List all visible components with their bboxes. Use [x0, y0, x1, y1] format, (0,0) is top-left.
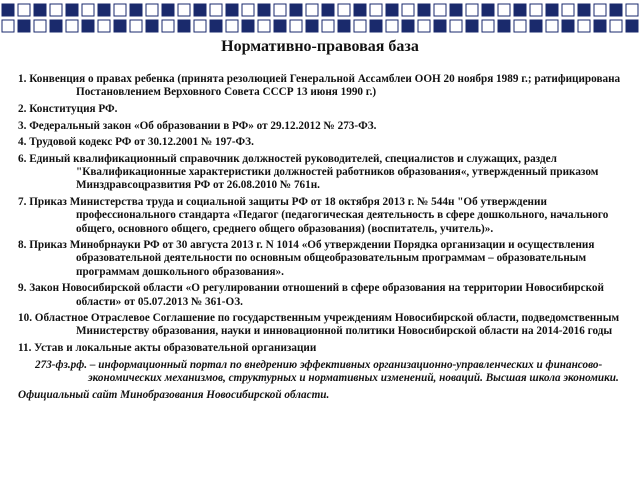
decorative-square: [274, 20, 286, 32]
decorative-square: [370, 4, 382, 16]
decorative-square: [98, 4, 110, 16]
decorative-square: [18, 4, 30, 16]
decorative-square: [434, 4, 446, 16]
decorative-square: [162, 4, 174, 16]
decorative-square: [450, 4, 462, 16]
decorative-square: [114, 20, 126, 32]
decorative-square: [242, 4, 254, 16]
decorative-square: [66, 20, 78, 32]
decorative-square: [290, 20, 302, 32]
decorative-square: [130, 4, 142, 16]
decorative-square: [18, 20, 30, 32]
decorative-squares-header: [0, 0, 640, 40]
decorative-square: [498, 4, 510, 16]
decorative-square: [498, 20, 510, 32]
list-item-11: 11. Устав и локальные акты образовательной организации: [18, 342, 317, 355]
decorative-square: [82, 20, 94, 32]
decorative-square: [402, 20, 414, 32]
decorative-square: [34, 4, 46, 16]
list-item-6: 6. Единый квалификационный справочник должностей руководителей, специалистов и служащих, раздел "Квалификационные характеристики должностей работников образования«, утвержденный приказом Минздравсоцразвития РФ от 26.08.2010 № 761н.: [18, 153, 599, 192]
decorative-square: [274, 4, 286, 16]
list-item-7: 7. Приказ Министерства труда и социальной защиты РФ от 18 октября 2013 г. № 544н "Об утверждении профессионального стандарта «Педагог (педагогическая деятельность в сфере дошкольного, начального общего, основного общего, среднего общего образования) (воспитатель, учитель)».: [18, 196, 609, 235]
decorative-square: [578, 4, 590, 16]
decorative-square: [466, 20, 478, 32]
decorative-square: [594, 4, 606, 16]
decorative-square: [626, 4, 638, 16]
decorative-square: [370, 20, 382, 32]
decorative-square: [578, 20, 590, 32]
decorative-square: [34, 20, 46, 32]
decorative-square: [482, 4, 494, 16]
decorative-square: [530, 20, 542, 32]
decorative-square: [338, 4, 350, 16]
decorative-square: [514, 20, 526, 32]
decorative-square: [354, 4, 366, 16]
list-item-10: 10. Областное Отраслевое Соглашение по государственным учреждениям Новосибирской области, подведомственным Министерству образования, науки и инновационной политики Новосибирской области на 2014-2016 годы: [18, 312, 620, 338]
decorative-square: [386, 20, 398, 32]
decorative-square: [130, 20, 142, 32]
decorative-square: [98, 20, 110, 32]
decorative-square: [594, 20, 606, 32]
portal-note: 273-фз.рф. – информационный портал по внедрению эффективных организационно-управленческих и финансово-экономических механизмов, структурных и нормативных изменений, новаций. Высшая школа экономики.: [35, 358, 619, 385]
decorative-square: [610, 20, 622, 32]
decorative-square: [354, 20, 366, 32]
decorative-square: [210, 4, 222, 16]
decorative-square: [466, 4, 478, 16]
decorative-square: [226, 20, 238, 32]
decorative-square: [562, 4, 574, 16]
decorative-square: [210, 20, 222, 32]
decorative-square: [626, 20, 638, 32]
decorative-square: [2, 4, 14, 16]
decorative-square: [450, 20, 462, 32]
document-body: [18, 73, 624, 405]
decorative-square: [258, 4, 270, 16]
decorative-square: [514, 4, 526, 16]
decorative-square: [242, 20, 254, 32]
decorative-square: [114, 4, 126, 16]
decorative-square: [50, 20, 62, 32]
decorative-square: [322, 20, 334, 32]
decorative-square: [258, 20, 270, 32]
list-item-2: 2. Конституция РФ.: [18, 102, 118, 115]
decorative-square: [546, 20, 558, 32]
decorative-square: [146, 4, 158, 16]
list-item-3: 3. Федеральный закон «Об образовании в РФ» от 29.12.2012 № 273-ФЗ.: [18, 119, 377, 132]
decorative-square: [194, 4, 206, 16]
decorative-square: [530, 4, 542, 16]
decorative-square: [610, 4, 622, 16]
decorative-square: [418, 20, 430, 32]
decorative-square: [50, 4, 62, 16]
decorative-square: [66, 4, 78, 16]
decorative-square: [402, 4, 414, 16]
decorative-square: [82, 4, 94, 16]
decorative-square: [226, 4, 238, 16]
decorative-square: [482, 20, 494, 32]
decorative-square: [2, 20, 14, 32]
decorative-square: [178, 4, 190, 16]
list-item-4: 4. Трудовой кодекс РФ от 30.12.2001 № 197-ФЗ.: [18, 136, 254, 149]
decorative-square: [306, 20, 318, 32]
decorative-square: [386, 4, 398, 16]
list-item-1: 1. Конвенция о правах ребенка (принята резолюцией Генеральной Ассамблеи ООН 20 ноября 1989 г.; ратифицирована Постановлением Верховного Совета СССР 13 июня 1990 г.): [18, 73, 621, 99]
site-note: Официальный сайт Минобразования Новосибирской области.: [18, 388, 330, 401]
decorative-square: [562, 20, 574, 32]
decorative-square: [290, 4, 302, 16]
decorative-square: [162, 20, 174, 32]
decorative-square: [306, 4, 318, 16]
decorative-square: [418, 4, 430, 16]
decorative-square: [322, 4, 334, 16]
page-title: Нормативно-правовая база: [221, 38, 419, 55]
decorative-square: [146, 20, 158, 32]
list-item-8: 8. Приказ Минобрнауки РФ от 30 августа 2013 г. N 1014 «Об утверждении Порядка организации и осуществления образовательной деятельности по основным общеобразовательным программам – образовательным программам дошкольного образования».: [18, 239, 595, 278]
decorative-square: [194, 20, 206, 32]
decorative-square: [178, 20, 190, 32]
decorative-square: [434, 20, 446, 32]
decorative-square: [546, 4, 558, 16]
list-item-9: 9. Закон Новосибирской области «О регулировании отношений в сфере образования на территории Новосибирской области» от 05.07.2013 № 361-ОЗ.: [18, 282, 604, 308]
decorative-square: [338, 20, 350, 32]
